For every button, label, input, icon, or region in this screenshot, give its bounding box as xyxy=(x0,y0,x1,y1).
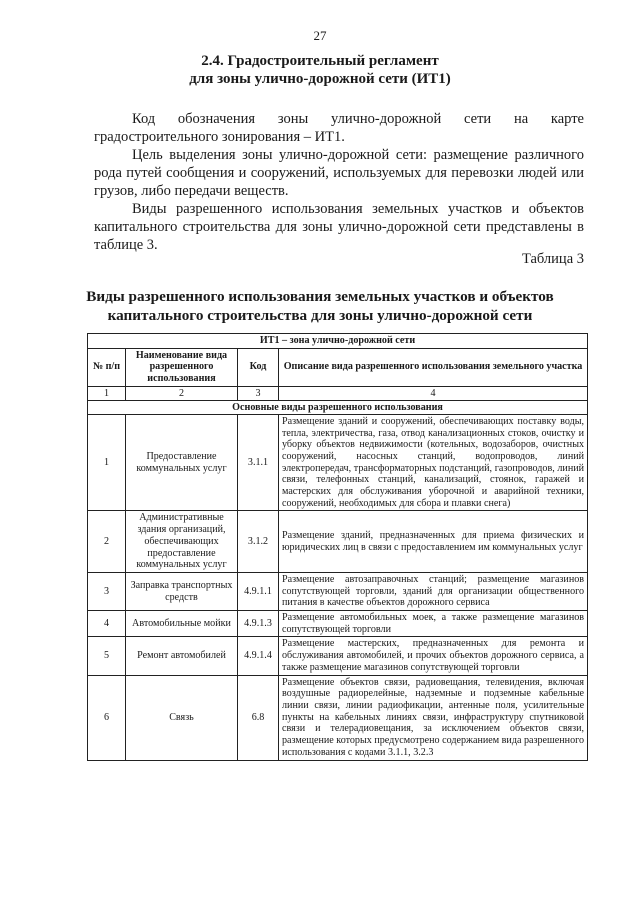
zone-header: ИТ1 – зона улично-дорожной сети xyxy=(88,334,588,349)
column-number: 3 xyxy=(238,386,279,400)
row-desc: Размещение мастерских, предназначенных для ремонта и обслуживания автомобилей, и прочих объектов дорожного сервиса, а также размещение магазинов сопутствующей торговли xyxy=(279,637,588,675)
zone-header-row xyxy=(88,334,588,349)
row-code: 3.1.2 xyxy=(238,511,279,573)
row-code: 4.9.1.4 xyxy=(238,637,279,675)
group-header-row xyxy=(88,400,588,414)
column-number-row xyxy=(88,386,588,400)
section-title-line2: для зоны улично-дорожной сети (ИТ1) xyxy=(189,71,451,87)
row-desc: Размещение зданий, предназначенных для приема физических и юридических лиц в связи с предоставлением им коммунальных услуг xyxy=(279,511,588,573)
group-header: Основные виды разрешенного использования xyxy=(88,400,588,414)
regulation-table xyxy=(87,333,588,761)
row-desc: Размещение объектов связи, радиовещания, телевидения, включая воздушные радиорелейные, надземные и подземные кабельные линии связи, линии радиофикации, антенные поля, усилительные пункты на кабельных линиях связи, инфраструктуру спутниковой связи и телерадиовещания, за исключением объектов связи, размещение которых предусмотрено содержанием вида разрешенного использования с кодами 3.1.1, 3.2.3 xyxy=(279,675,588,760)
row-code: 4.9.1.3 xyxy=(238,611,279,637)
paragraph-zone-code: Код обозначения зоны улично-дорожной сети на карте градостроительного зонирования – ИТ1. xyxy=(94,111,584,145)
section-title xyxy=(0,52,640,88)
header-code: Код xyxy=(238,348,279,386)
row-desc: Размещение зданий и сооружений, обеспечивающих поставку воды, тепла, электричества, газа, отвод канализационных стоков, очистку и уборку объектов недвижимости (котельных, водозаборов, очистных сооружений, насосных станций, водопроводов, линий электропередач, трансформаторных подстанций, газопроводов, линий связи, телефонных станций, канализаций, стоянок, гаражей и мастерских для обслуживания уборочной и аварийной техники, сооружений, необходимых для сбора и плавки снега) xyxy=(279,414,588,511)
row-name: Связь xyxy=(126,675,238,760)
page-number: 27 xyxy=(313,28,327,43)
column-number: 1 xyxy=(88,386,126,400)
table-title-line2: капитального строительства для зоны улично-дорожной сети xyxy=(107,307,533,324)
paragraph-table-reference: Виды разрешенного использования земельных участков и объектов капитального строительства для зоны улично-дорожной сети представлены в таблице 3. xyxy=(94,201,584,253)
table-title-line1: Виды разрешенного использования земельных участков и объектов xyxy=(86,288,554,305)
row-num: 2 xyxy=(88,511,126,573)
header-num: № п/п xyxy=(88,348,126,386)
row-code: 4.9.1.1 xyxy=(238,572,279,610)
row-code: 6.8 xyxy=(238,675,279,760)
table-row xyxy=(88,611,588,637)
row-desc: Размещение автомобильных моек, а также размещение магазинов сопутствующей торговли xyxy=(279,611,588,637)
row-num: 5 xyxy=(88,637,126,675)
section-title-line1: 2.4. Градостроительный регламент xyxy=(201,53,439,69)
table-row xyxy=(88,414,588,511)
row-num: 1 xyxy=(88,414,126,511)
row-num: 6 xyxy=(88,675,126,760)
table-row xyxy=(88,675,588,760)
paragraph-zone-purpose: Цель выделения зоны улично-дорожной сети: размещение различного рода путей сообщения и сооружений, используемых для перевозки людей или грузов, либо передачи веществ. xyxy=(94,147,584,199)
row-num: 3 xyxy=(88,572,126,610)
row-name: Заправка транспортных средств xyxy=(126,572,238,610)
row-name: Предоставление коммунальных услуг xyxy=(126,414,238,511)
row-code: 3.1.1 xyxy=(238,414,279,511)
row-name: Автомобильные мойки xyxy=(126,611,238,637)
header-desc: Описание вида разрешенного использования земельного участка xyxy=(279,348,588,386)
column-number: 4 xyxy=(279,386,588,400)
table-caption: Таблица 3 xyxy=(521,251,584,267)
table-row xyxy=(88,511,588,573)
header-name: Наименование вида разрешенного использования xyxy=(126,348,238,386)
row-name: Ремонт автомобилей xyxy=(126,637,238,675)
table-title xyxy=(0,287,640,325)
row-num: 4 xyxy=(88,611,126,637)
row-name: Административные здания организаций, обеспечивающих предоставление коммунальных услуг xyxy=(126,511,238,573)
table-row xyxy=(88,572,588,610)
column-header-row xyxy=(88,348,588,386)
column-number: 2 xyxy=(126,386,238,400)
row-desc: Размещение автозаправочных станций; размещение магазинов сопутствующей торговли, зданий для организации общественного питания в качестве объектов дорожного сервиса xyxy=(279,572,588,610)
table-row xyxy=(88,637,588,675)
